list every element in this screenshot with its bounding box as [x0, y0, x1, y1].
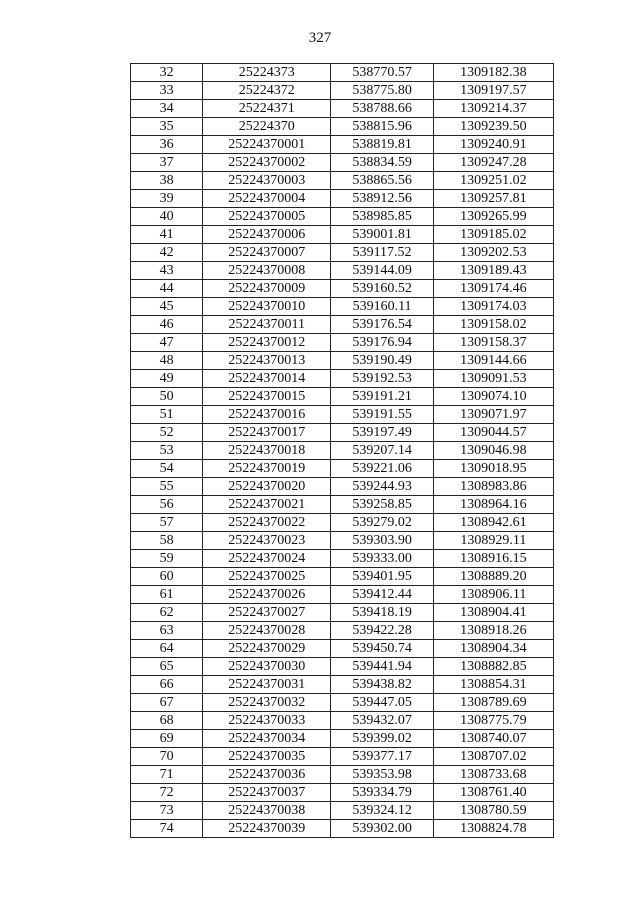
x-coordinate-cell: 538834.59 — [331, 154, 433, 172]
table-row — [131, 244, 554, 262]
x-coordinate-cell: 539399.02 — [331, 730, 433, 748]
y-coordinate-cell: 1309174.03 — [433, 298, 553, 316]
y-coordinate-cell: 1309202.53 — [433, 244, 553, 262]
point-id-cell: 25224370001 — [203, 136, 331, 154]
table-row — [131, 262, 554, 280]
point-id-cell: 25224370002 — [203, 154, 331, 172]
x-coordinate-cell: 539401.95 — [331, 568, 433, 586]
point-id-cell: 25224370037 — [203, 784, 331, 802]
point-number-cell: 41 — [131, 226, 203, 244]
point-id-cell: 25224370022 — [203, 514, 331, 532]
page-number: 327 — [308, 30, 332, 46]
table-row — [131, 370, 554, 388]
y-coordinate-cell: 1308964.16 — [433, 496, 553, 514]
y-coordinate-cell: 1309091.53 — [433, 370, 553, 388]
point-id-cell: 25224370013 — [203, 352, 331, 370]
y-coordinate-cell: 1309185.02 — [433, 226, 553, 244]
point-number-cell: 43 — [131, 262, 203, 280]
y-coordinate-cell: 1308916.15 — [433, 550, 553, 568]
point-id-cell: 25224370005 — [203, 208, 331, 226]
point-id-cell: 25224370032 — [203, 694, 331, 712]
table-row — [131, 136, 554, 154]
point-number-cell: 52 — [131, 424, 203, 442]
table-row — [131, 190, 554, 208]
y-coordinate-cell: 1309240.91 — [433, 136, 553, 154]
point-number-cell: 62 — [131, 604, 203, 622]
table-row — [131, 154, 554, 172]
table-row — [131, 802, 554, 820]
x-coordinate-cell: 539324.12 — [331, 802, 433, 820]
point-id-cell: 25224370035 — [203, 748, 331, 766]
y-coordinate-cell: 1309144.66 — [433, 352, 553, 370]
x-coordinate-cell: 538770.57 — [331, 64, 433, 82]
point-number-cell: 74 — [131, 820, 203, 838]
point-number-cell: 64 — [131, 640, 203, 658]
x-coordinate-cell: 539160.52 — [331, 280, 433, 298]
point-id-cell: 25224370015 — [203, 388, 331, 406]
y-coordinate-cell: 1308904.34 — [433, 640, 553, 658]
point-id-cell: 25224370014 — [203, 370, 331, 388]
point-number-cell: 63 — [131, 622, 203, 640]
x-coordinate-cell: 539279.02 — [331, 514, 433, 532]
point-id-cell: 25224370028 — [203, 622, 331, 640]
point-id-cell: 25224370031 — [203, 676, 331, 694]
table-row — [131, 208, 554, 226]
y-coordinate-cell: 1309189.43 — [433, 262, 553, 280]
point-id-cell: 25224370004 — [203, 190, 331, 208]
x-coordinate-cell: 539432.07 — [331, 712, 433, 730]
y-coordinate-cell: 1309182.38 — [433, 64, 553, 82]
point-id-cell: 25224370029 — [203, 640, 331, 658]
x-coordinate-cell: 539001.81 — [331, 226, 433, 244]
x-coordinate-cell: 539333.00 — [331, 550, 433, 568]
y-coordinate-cell: 1309197.57 — [433, 82, 553, 100]
point-number-cell: 39 — [131, 190, 203, 208]
x-coordinate-cell: 538775.80 — [331, 82, 433, 100]
y-coordinate-cell: 1308906.11 — [433, 586, 553, 604]
x-coordinate-cell: 539207.14 — [331, 442, 433, 460]
table-row — [131, 748, 554, 766]
point-id-cell: 25224372 — [203, 82, 331, 100]
point-id-cell: 25224370026 — [203, 586, 331, 604]
table-row — [131, 442, 554, 460]
point-id-cell: 25224370012 — [203, 334, 331, 352]
x-coordinate-cell: 539192.53 — [331, 370, 433, 388]
point-number-cell: 37 — [131, 154, 203, 172]
point-number-cell: 35 — [131, 118, 203, 136]
table-row — [131, 118, 554, 136]
x-coordinate-cell: 539422.28 — [331, 622, 433, 640]
coordinates-table-body — [131, 64, 554, 838]
y-coordinate-cell: 1308780.59 — [433, 802, 553, 820]
y-coordinate-cell: 1308942.61 — [433, 514, 553, 532]
y-coordinate-cell: 1309071.97 — [433, 406, 553, 424]
point-id-cell: 25224370009 — [203, 280, 331, 298]
point-id-cell: 25224370006 — [203, 226, 331, 244]
table-row — [131, 496, 554, 514]
table-row — [131, 658, 554, 676]
y-coordinate-cell: 1309044.57 — [433, 424, 553, 442]
x-coordinate-cell: 539412.44 — [331, 586, 433, 604]
point-number-cell: 50 — [131, 388, 203, 406]
table-row — [131, 730, 554, 748]
table-row — [131, 712, 554, 730]
table-row — [131, 586, 554, 604]
point-id-cell: 25224370020 — [203, 478, 331, 496]
table-row — [131, 280, 554, 298]
point-number-cell: 66 — [131, 676, 203, 694]
point-id-cell: 25224370003 — [203, 172, 331, 190]
point-id-cell: 25224370039 — [203, 820, 331, 838]
y-coordinate-cell: 1308918.26 — [433, 622, 553, 640]
point-number-cell: 73 — [131, 802, 203, 820]
point-number-cell: 34 — [131, 100, 203, 118]
point-id-cell: 25224370030 — [203, 658, 331, 676]
coordinates-table — [130, 63, 554, 838]
point-number-cell: 70 — [131, 748, 203, 766]
y-coordinate-cell: 1308983.86 — [433, 478, 553, 496]
y-coordinate-cell: 1308789.69 — [433, 694, 553, 712]
point-id-cell: 25224370023 — [203, 532, 331, 550]
point-number-cell: 65 — [131, 658, 203, 676]
x-coordinate-cell: 539353.98 — [331, 766, 433, 784]
x-coordinate-cell: 539160.11 — [331, 298, 433, 316]
point-id-cell: 25224371 — [203, 100, 331, 118]
point-id-cell: 25224370017 — [203, 424, 331, 442]
y-coordinate-cell: 1308740.07 — [433, 730, 553, 748]
table-row — [131, 460, 554, 478]
y-coordinate-cell: 1309257.81 — [433, 190, 553, 208]
x-coordinate-cell: 539303.90 — [331, 532, 433, 550]
y-coordinate-cell: 1309018.95 — [433, 460, 553, 478]
point-number-cell: 61 — [131, 586, 203, 604]
y-coordinate-cell: 1308904.41 — [433, 604, 553, 622]
point-id-cell: 25224370010 — [203, 298, 331, 316]
y-coordinate-cell: 1309074.10 — [433, 388, 553, 406]
table-row — [131, 604, 554, 622]
point-id-cell: 25224370038 — [203, 802, 331, 820]
x-coordinate-cell: 539334.79 — [331, 784, 433, 802]
table-row — [131, 784, 554, 802]
x-coordinate-cell: 539221.06 — [331, 460, 433, 478]
table-row — [131, 100, 554, 118]
x-coordinate-cell: 538788.66 — [331, 100, 433, 118]
point-number-cell: 47 — [131, 334, 203, 352]
x-coordinate-cell: 539441.94 — [331, 658, 433, 676]
table-row — [131, 514, 554, 532]
x-coordinate-cell: 539438.82 — [331, 676, 433, 694]
point-number-cell: 69 — [131, 730, 203, 748]
point-id-cell: 25224370016 — [203, 406, 331, 424]
x-coordinate-cell: 538865.56 — [331, 172, 433, 190]
x-coordinate-cell: 539176.54 — [331, 316, 433, 334]
point-id-cell: 25224370036 — [203, 766, 331, 784]
point-number-cell: 56 — [131, 496, 203, 514]
point-number-cell: 49 — [131, 370, 203, 388]
y-coordinate-cell: 1308733.68 — [433, 766, 553, 784]
table-row — [131, 550, 554, 568]
point-number-cell: 42 — [131, 244, 203, 262]
x-coordinate-cell: 539197.49 — [331, 424, 433, 442]
x-coordinate-cell: 538819.81 — [331, 136, 433, 154]
table-row — [131, 172, 554, 190]
point-number-cell: 48 — [131, 352, 203, 370]
point-number-cell: 38 — [131, 172, 203, 190]
point-number-cell: 68 — [131, 712, 203, 730]
y-coordinate-cell: 1308889.20 — [433, 568, 553, 586]
point-id-cell: 25224370018 — [203, 442, 331, 460]
point-id-cell: 25224370 — [203, 118, 331, 136]
y-coordinate-cell: 1309265.99 — [433, 208, 553, 226]
point-number-cell: 55 — [131, 478, 203, 496]
point-id-cell: 25224370008 — [203, 262, 331, 280]
x-coordinate-cell: 539450.74 — [331, 640, 433, 658]
point-number-cell: 32 — [131, 64, 203, 82]
point-number-cell: 45 — [131, 298, 203, 316]
table-row — [131, 316, 554, 334]
y-coordinate-cell: 1309251.02 — [433, 172, 553, 190]
y-coordinate-cell: 1308824.78 — [433, 820, 553, 838]
table-row — [131, 640, 554, 658]
y-coordinate-cell: 1309239.50 — [433, 118, 553, 136]
table-row — [131, 388, 554, 406]
point-number-cell: 46 — [131, 316, 203, 334]
y-coordinate-cell: 1308882.85 — [433, 658, 553, 676]
x-coordinate-cell: 539144.09 — [331, 262, 433, 280]
x-coordinate-cell: 539377.17 — [331, 748, 433, 766]
x-coordinate-cell: 539191.55 — [331, 406, 433, 424]
table-row — [131, 334, 554, 352]
table-row — [131, 406, 554, 424]
point-id-cell: 25224370025 — [203, 568, 331, 586]
point-id-cell: 25224370021 — [203, 496, 331, 514]
point-number-cell: 58 — [131, 532, 203, 550]
point-id-cell: 25224370034 — [203, 730, 331, 748]
table-row — [131, 532, 554, 550]
x-coordinate-cell: 538815.96 — [331, 118, 433, 136]
y-coordinate-cell: 1308761.40 — [433, 784, 553, 802]
point-id-cell: 25224370024 — [203, 550, 331, 568]
point-number-cell: 40 — [131, 208, 203, 226]
y-coordinate-cell: 1308929.11 — [433, 532, 553, 550]
x-coordinate-cell: 538985.85 — [331, 208, 433, 226]
x-coordinate-cell: 539258.85 — [331, 496, 433, 514]
point-number-cell: 60 — [131, 568, 203, 586]
point-number-cell: 33 — [131, 82, 203, 100]
table-row — [131, 820, 554, 838]
table-row — [131, 424, 554, 442]
table-row — [131, 676, 554, 694]
y-coordinate-cell: 1308775.79 — [433, 712, 553, 730]
table-row — [131, 766, 554, 784]
point-number-cell: 36 — [131, 136, 203, 154]
point-id-cell: 25224370019 — [203, 460, 331, 478]
y-coordinate-cell: 1309247.28 — [433, 154, 553, 172]
x-coordinate-cell: 539117.52 — [331, 244, 433, 262]
table-row — [131, 64, 554, 82]
point-id-cell: 25224373 — [203, 64, 331, 82]
point-number-cell: 67 — [131, 694, 203, 712]
point-number-cell: 54 — [131, 460, 203, 478]
y-coordinate-cell: 1309046.98 — [433, 442, 553, 460]
table-row — [131, 82, 554, 100]
point-id-cell: 25224370027 — [203, 604, 331, 622]
point-id-cell: 25224370011 — [203, 316, 331, 334]
point-id-cell: 25224370033 — [203, 712, 331, 730]
table-row — [131, 478, 554, 496]
table-row — [131, 694, 554, 712]
x-coordinate-cell: 539418.19 — [331, 604, 433, 622]
table-row — [131, 622, 554, 640]
y-coordinate-cell: 1308707.02 — [433, 748, 553, 766]
table-row — [131, 298, 554, 316]
point-number-cell: 57 — [131, 514, 203, 532]
point-number-cell: 44 — [131, 280, 203, 298]
y-coordinate-cell: 1309174.46 — [433, 280, 553, 298]
table-row — [131, 226, 554, 244]
point-number-cell: 72 — [131, 784, 203, 802]
point-number-cell: 71 — [131, 766, 203, 784]
table-row — [131, 568, 554, 586]
y-coordinate-cell: 1308854.31 — [433, 676, 553, 694]
table-row — [131, 352, 554, 370]
point-number-cell: 53 — [131, 442, 203, 460]
y-coordinate-cell: 1309158.37 — [433, 334, 553, 352]
y-coordinate-cell: 1309214.37 — [433, 100, 553, 118]
point-id-cell: 25224370007 — [203, 244, 331, 262]
x-coordinate-cell: 539191.21 — [331, 388, 433, 406]
y-coordinate-cell: 1309158.02 — [433, 316, 553, 334]
x-coordinate-cell: 539302.00 — [331, 820, 433, 838]
x-coordinate-cell: 539244.93 — [331, 478, 433, 496]
x-coordinate-cell: 539447.05 — [331, 694, 433, 712]
x-coordinate-cell: 539190.49 — [331, 352, 433, 370]
point-number-cell: 59 — [131, 550, 203, 568]
x-coordinate-cell: 538912.56 — [331, 190, 433, 208]
point-number-cell: 51 — [131, 406, 203, 424]
x-coordinate-cell: 539176.94 — [331, 334, 433, 352]
